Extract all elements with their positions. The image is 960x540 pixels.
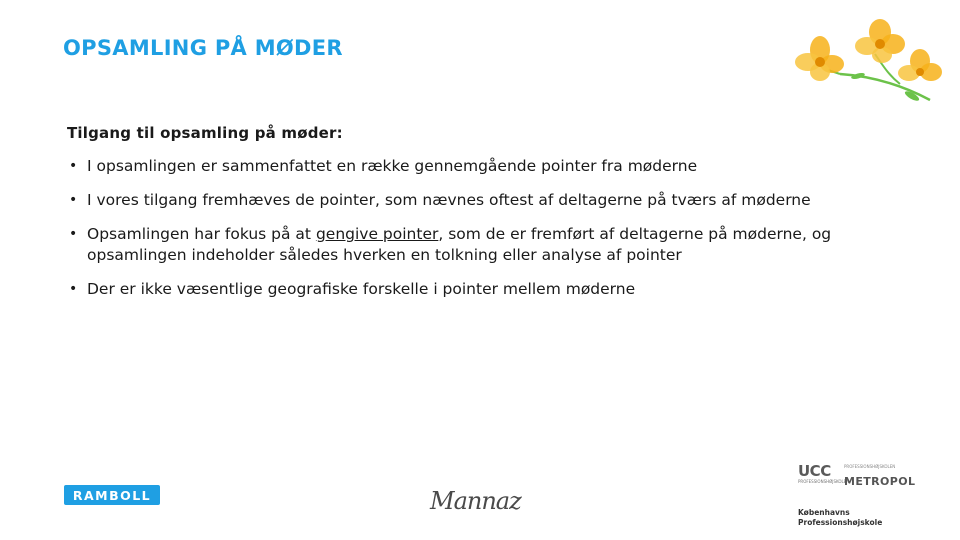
kp-logo	[798, 508, 908, 528]
flowers-icon	[780, 14, 950, 106]
ucc-logo: UCC	[798, 462, 831, 480]
metropol-logo: METROPOL	[844, 475, 916, 488]
partner-logos	[798, 462, 918, 532]
slide-content	[67, 124, 867, 313]
slide-title: OPSAMLING PÅ MØDER	[63, 36, 343, 60]
bullet-item	[67, 224, 867, 266]
underlined-phrase: gengive pointer	[315, 225, 439, 243]
bullet-item: • Der er ikke væsentlige geografiske forskelle i pointer mellem møderne	[67, 279, 867, 300]
metropol-subtitle: PROFESSIONSHØJSKOLEN	[844, 464, 896, 469]
bullet-text-before: Opsamlingen har fokus på at	[87, 225, 316, 243]
bullet-text-after: , som de er fremført af deltagerne på møderne, og opsamlingen indeholder således hverken en tolkning eller analyse af pointer	[87, 225, 832, 264]
kp-line2: Professionshøjskole	[798, 518, 883, 527]
mannaz-logo	[428, 483, 532, 517]
ramboll-logo: RAMBOLL	[64, 485, 160, 505]
bullet-list	[67, 156, 867, 300]
ucc-subtitle: PROFESSIONSHØJSKOLEN	[798, 479, 850, 484]
subheading: Tilgang til opsamling på møder:	[67, 124, 343, 142]
bullet-item: • I vores tilgang fremhæves de pointer, som nævnes oftest af deltagerne på tværs af møderne	[67, 190, 867, 211]
bullet-item: • I opsamlingen er sammenfattet en række gennemgående pointer fra møderne	[67, 156, 867, 177]
svg-text:Mannaz: Mannaz	[430, 487, 521, 515]
kp-line1: Københavns	[798, 508, 850, 517]
